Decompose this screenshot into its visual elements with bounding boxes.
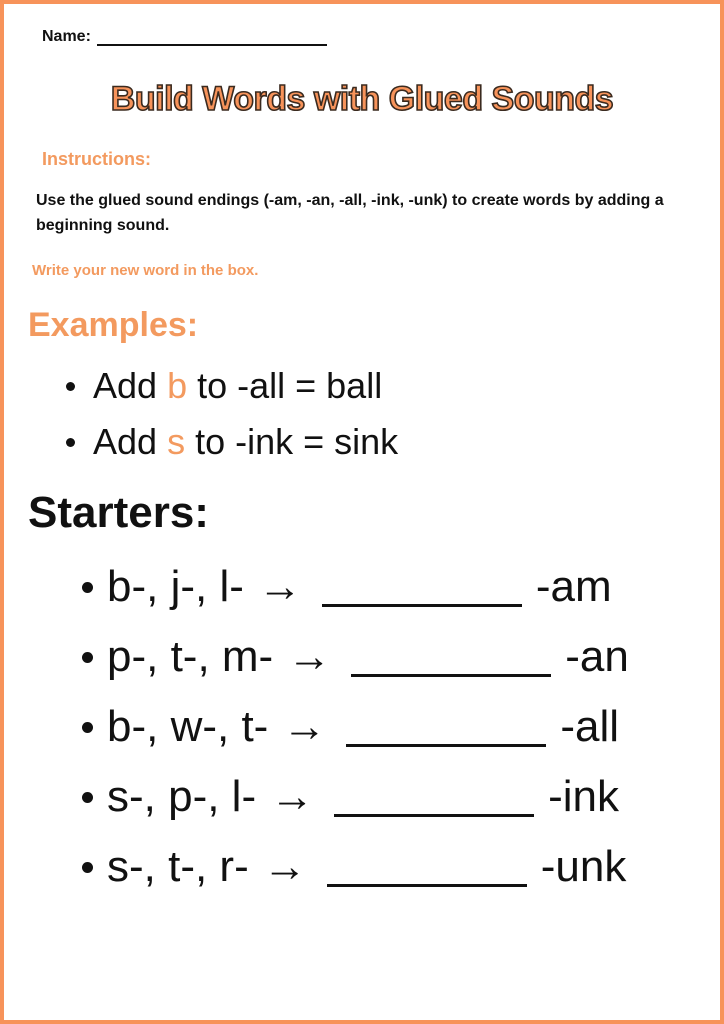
example-prefix: Add bbox=[93, 421, 168, 462]
example-letter: s bbox=[167, 421, 186, 462]
bullet-icon bbox=[82, 862, 93, 873]
examples-list bbox=[66, 358, 398, 470]
arrow-icon: → bbox=[257, 562, 302, 611]
starter-sounds: p-, t-, m- bbox=[107, 632, 274, 681]
starter-sounds: b-, j-, l- bbox=[107, 562, 244, 611]
starter-item bbox=[82, 622, 629, 692]
example-suffix: to -all = ball bbox=[187, 365, 383, 406]
starter-item bbox=[82, 832, 629, 902]
starter-ending: -ink bbox=[548, 772, 620, 821]
answer-blank[interactable] bbox=[346, 708, 546, 747]
starter-ending: -am bbox=[535, 562, 612, 611]
name-row bbox=[42, 28, 327, 46]
arrow-icon: → bbox=[282, 702, 327, 751]
arrow-icon: → bbox=[287, 632, 332, 681]
name-input-line[interactable] bbox=[97, 28, 327, 46]
starter-ending: -all bbox=[560, 702, 620, 751]
bullet-icon bbox=[66, 438, 75, 447]
answer-blank[interactable] bbox=[327, 848, 527, 887]
answer-blank[interactable] bbox=[322, 568, 522, 607]
starter-ending: -an bbox=[565, 632, 629, 681]
example-prefix: Add bbox=[93, 365, 168, 406]
instructions-heading: Instructions: bbox=[42, 149, 152, 169]
bullet-icon bbox=[66, 382, 75, 391]
example-letter: b bbox=[167, 365, 188, 406]
arrow-icon: → bbox=[270, 772, 315, 821]
answer-blank[interactable] bbox=[334, 778, 534, 817]
example-item bbox=[66, 414, 398, 470]
answer-blank[interactable] bbox=[351, 638, 551, 677]
example-item bbox=[66, 358, 398, 414]
examples-heading: Examples: bbox=[28, 306, 199, 344]
instructions-note: Write your new word in the box. bbox=[32, 262, 259, 279]
arrow-icon: → bbox=[262, 842, 307, 891]
starter-item bbox=[82, 762, 629, 832]
starter-sounds: s-, p-, l- bbox=[107, 772, 257, 821]
instructions-body: Use the glued sound endings (-am, -an, -all, -ink, -unk) to create words by adding a beginning sound. bbox=[36, 192, 664, 234]
starter-item bbox=[82, 692, 629, 762]
bullet-icon bbox=[82, 722, 93, 733]
name-label: Name: bbox=[42, 28, 91, 45]
starter-item bbox=[82, 552, 629, 622]
starter-ending: -unk bbox=[540, 842, 627, 891]
example-suffix: to -ink = sink bbox=[185, 421, 399, 462]
worksheet-title: Build Words with Glued Sounds bbox=[110, 80, 614, 118]
bullet-icon bbox=[82, 582, 93, 593]
starters-list bbox=[82, 552, 629, 902]
bullet-icon bbox=[82, 792, 93, 803]
starter-sounds: s-, t-, r- bbox=[107, 842, 249, 891]
bullet-icon bbox=[82, 652, 93, 663]
starter-sounds: b-, w-, t- bbox=[107, 702, 269, 751]
starters-heading: Starters: bbox=[28, 488, 209, 537]
